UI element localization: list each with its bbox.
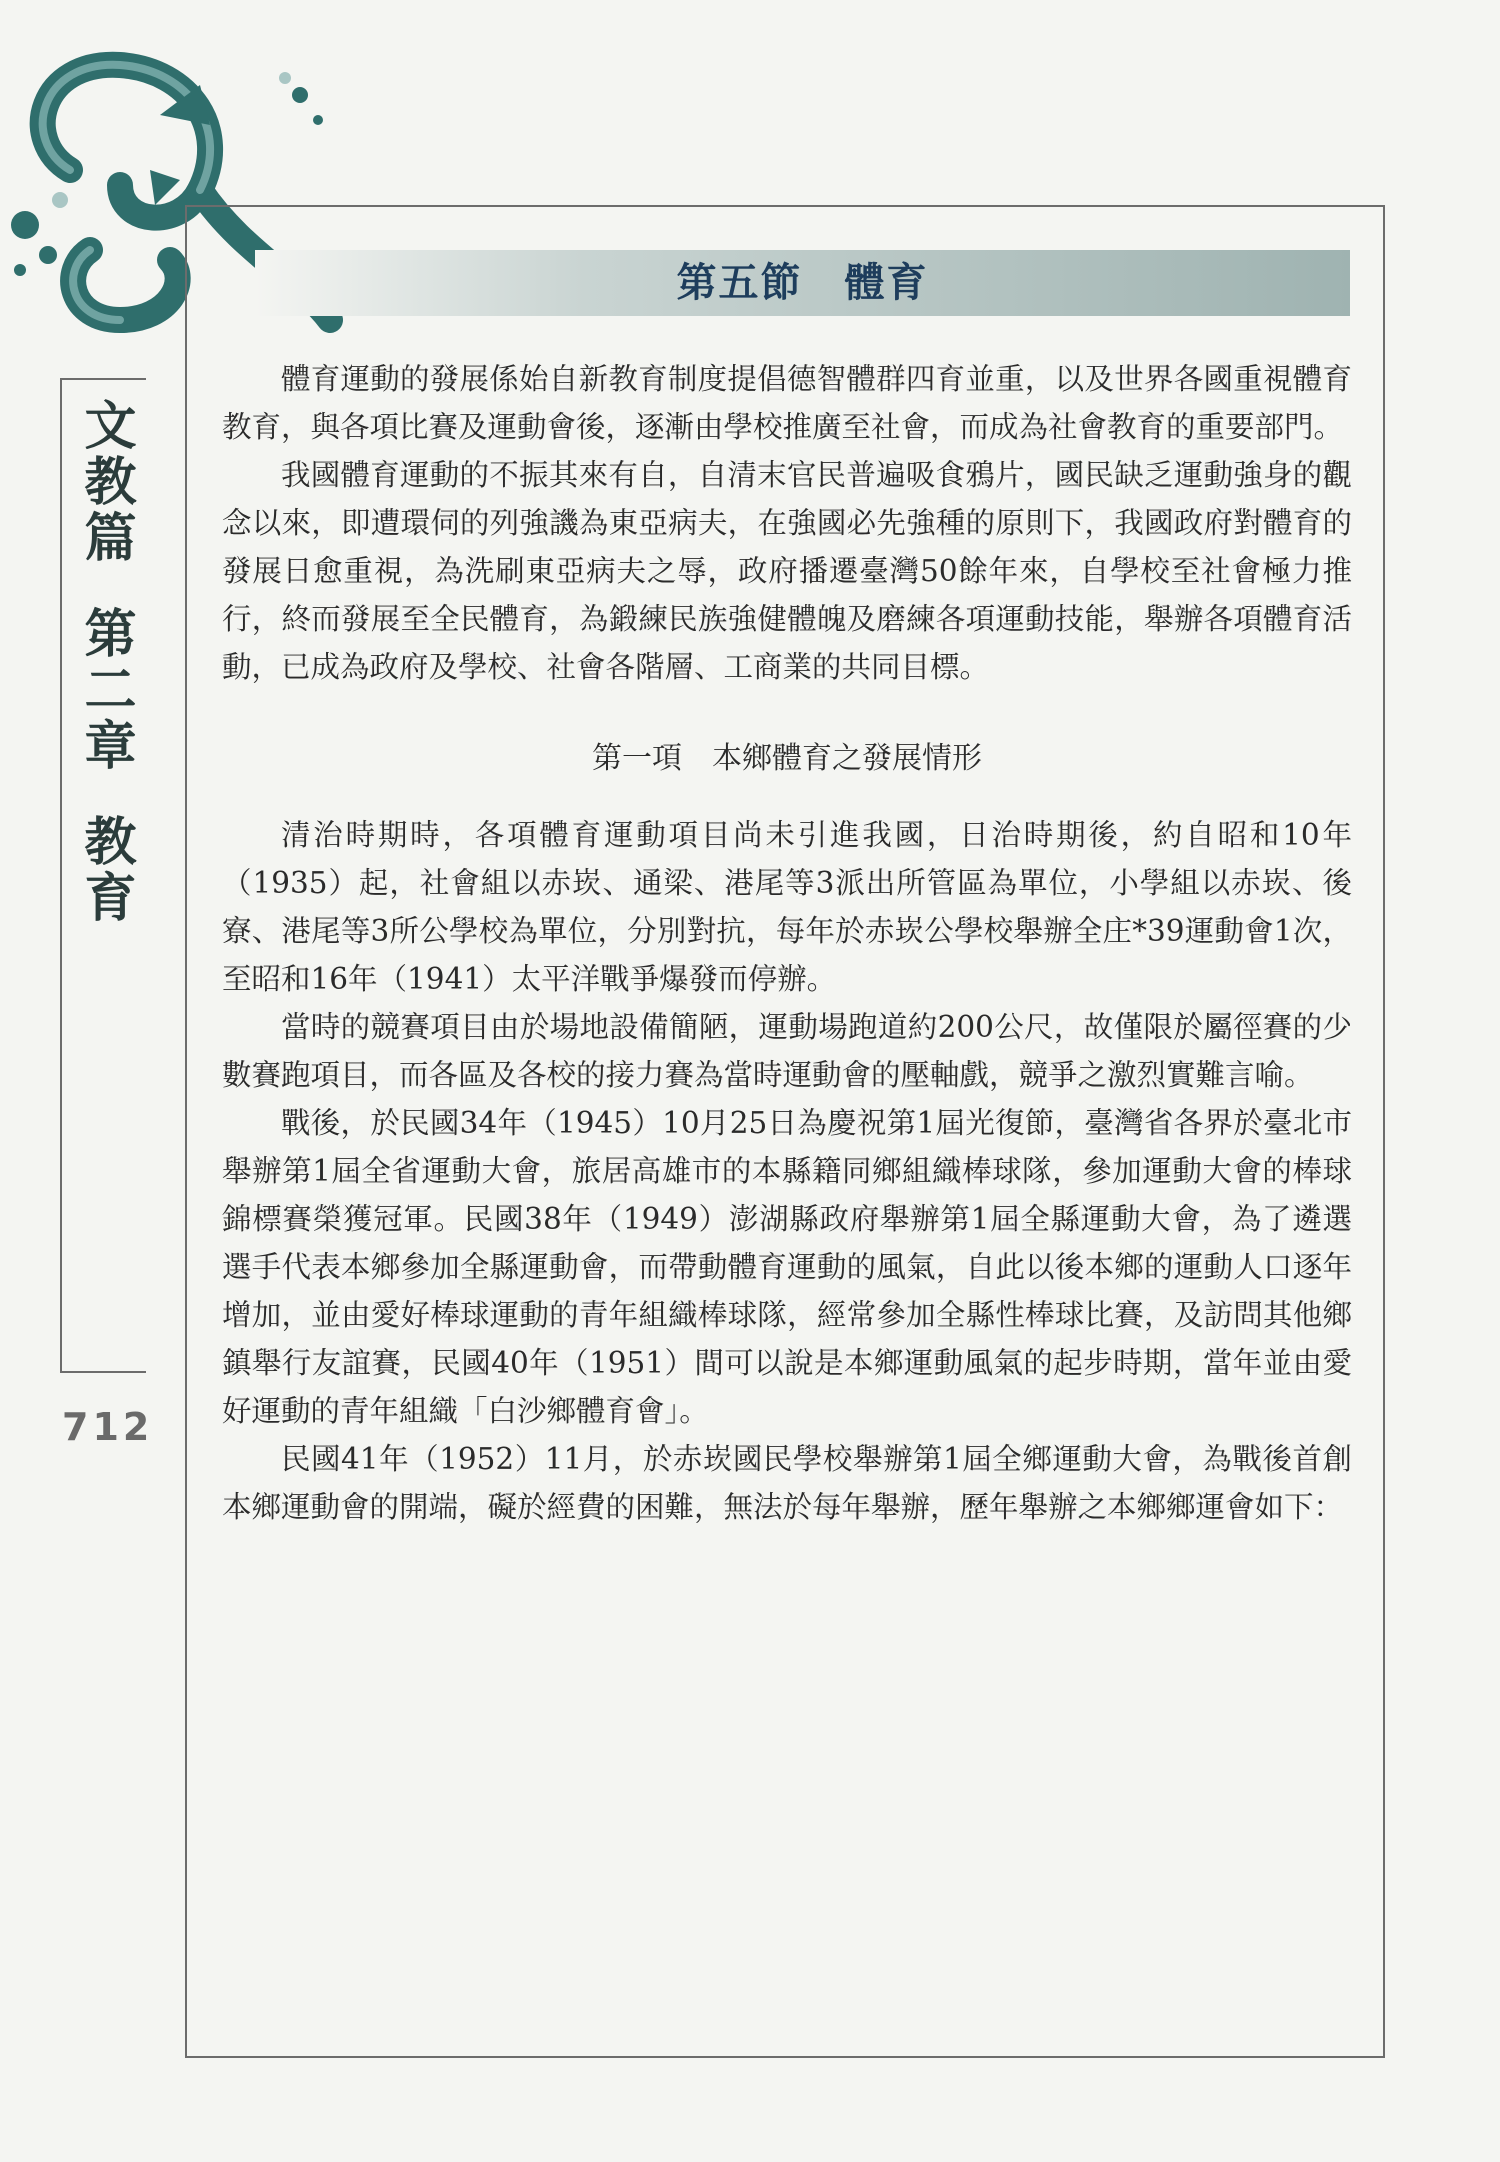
page-number: 712 xyxy=(62,1405,154,1449)
paragraph: 民國41年（1952）11月，於赤崁國民學校舉辦第1屆全鄉運動大會，為戰後首創本鄉運動會的開端，礙於經費的困難，無法於每年舉辦，歷年舉辦之本鄉鄉運會如下： xyxy=(222,1442,1352,1524)
side-part: 文教篇 xyxy=(75,398,136,566)
section-title-banner xyxy=(255,250,1350,316)
subsection-title: 第一項 本鄉體育之發展情形 xyxy=(592,741,982,776)
side-topic: 教育 xyxy=(75,814,136,926)
chapter-side-label xyxy=(62,398,148,926)
paragraph: 當時的競賽項目由於場地設備簡陋，運動場跑道約200公尺，故僅限於屬徑賽的少數賽跑項目，而各區及各校的接力賽為當時運動會的壓軸戲，競爭之激烈實難言喻。 xyxy=(222,1010,1352,1092)
paragraph: 清治時期時，各項體育運動項目尚未引進我國，日治時期後，約自昭和10年（1935）起，社會組以赤崁、通梁、港尾等3派出所管區為單位，小學組以赤崁、後寮、港尾等3所公學校為單位，分別對抗，每年於赤崁公學校舉辦全庄*39運動會1次，至昭和16年（1941）太平洋戰爭爆發而停辦。 xyxy=(222,818,1352,996)
paragraph: 我國體育運動的不振其來有自，自清末官民普遍吸食鴉片，國民缺乏運動強身的觀念以來，即遭環伺的列強譏為東亞病夫，在強國必先強種的原則下，我國政府對體育的發展日愈重視，為洗刷東亞病夫之辱，政府播遷臺灣50餘年來，自學校至社會極力推行，終而發展至全民體育，為鍛練民族強健體魄及磨練各項運動技能，舉辦各項體育活動，已成為政府及學校、社會各階層、工商業的共同目標。 xyxy=(222,458,1352,684)
chapter-side-tab xyxy=(60,378,146,1373)
paragraph: 戰後，於民國34年（1945）10月25日為慶祝第1屆光復節，臺灣省各界於臺北市舉辦第1屆全省運動大會，旅居高雄市的本縣籍同鄉組織棒球隊，參加運動大會的棒球錦標賽榮獲冠軍。民國38年（1949）澎湖縣政府舉辦第1屆全縣運動大會，為了遴選選手代表本鄉參加全縣運動會，而帶動體育運動的風氣，自此以後本鄉的運動人口逐年增加，並由愛好棒球運動的青年組織棒球隊，經常參加全縣性棒球比賽，及訪問其他鄉鎮舉行友誼賽，民國40年（1951）間可以說是本鄉運動風氣的起步時期，當年並由愛好運動的青年組織「白沙鄉體育會」。 xyxy=(222,1106,1352,1428)
section-title: 第五節 體育 xyxy=(676,259,929,306)
body-content xyxy=(222,355,1352,1531)
side-chapter: 第二章 xyxy=(75,606,136,774)
paragraph: 體育運動的發展係始自新教育制度提倡德智體群四育並重，以及世界各國重視體育教育，與各項比賽及運動會後，逐漸由學校推廣至社會，而成為社會教育的重要部門。 xyxy=(222,362,1352,444)
